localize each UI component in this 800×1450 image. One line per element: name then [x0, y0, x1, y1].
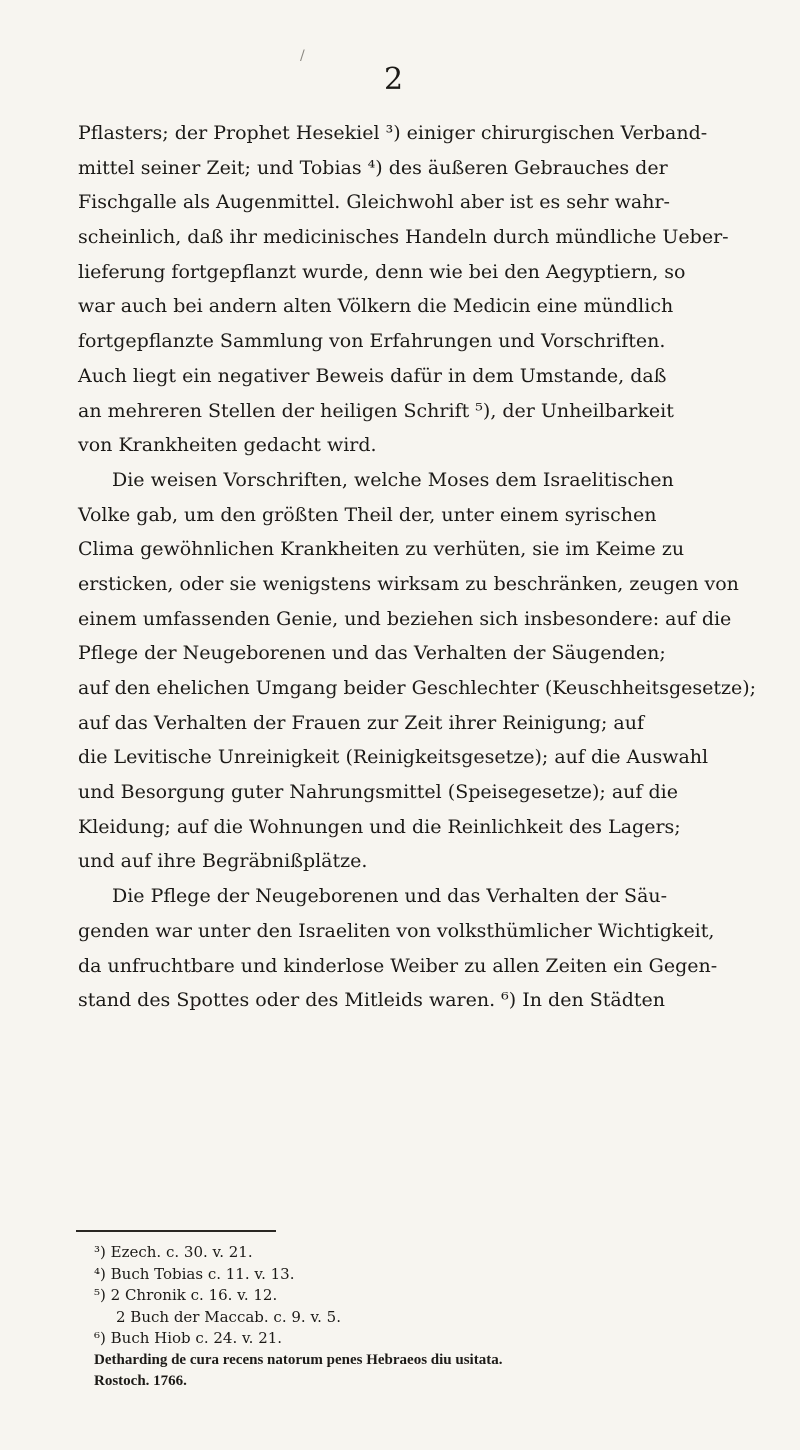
- paragraph-start-line: Die Pflege der Neugeborenen und das Verhalten der Säu-: [112, 885, 668, 908]
- text-line: Clima gewöhnlichen Krankheiten zu verhüten, sie im Keime zu: [78, 538, 685, 561]
- body-text: [78, 116, 757, 1018]
- footnotes: [94, 1242, 754, 1393]
- text-line: war auch bei andern alten Völkern die Medicin eine mündlich: [78, 295, 674, 318]
- text-line: an mehreren Stellen der heiligen Schrift ⁵), der Unheilbarkeit: [78, 399, 674, 422]
- text-line: auf den ehelichen Umgang beider Geschlechter (Keuschheitsgesetze);: [78, 677, 757, 699]
- paragraph-start-line: Die weisen Vorschriften, welche Moses dem Israelitischen: [112, 468, 674, 491]
- text-line: genden war unter den Israeliten von volksthümlicher Wichtigkeit,: [78, 919, 715, 942]
- text-line: fortgepflanzte Sammlung von Erfahrungen und Vorschriften.: [78, 330, 666, 353]
- footnote: ⁴) Buch Tobias c. 11. v. 13.: [94, 1264, 295, 1283]
- text-line: auf das Verhalten der Frauen zur Zeit ihrer Reinigung; auf: [78, 711, 645, 734]
- footnote: ⁵) 2 Chronik c. 16. v. 12.: [94, 1286, 278, 1304]
- footnote: ³) Ezech. c. 30. v. 21.: [94, 1243, 253, 1261]
- text-line: ersticken, oder sie wenigstens wirksam zu beschränken, zeugen von: [78, 572, 739, 595]
- text-line: Volke gab, um den größten Theil der, unter einem syrischen: [78, 503, 657, 526]
- text-line: Fischgalle als Augenmittel. Gleichwohl aber ist es sehr wahr-: [78, 191, 670, 214]
- text-line: lieferung fortgepflanzt wurde, denn wie bei den Aegyptiern, so: [78, 260, 686, 283]
- footnote-reference: Detharding de cura recens natorum penes Hebraeos diu usitata.: [94, 1351, 503, 1368]
- text-line: und auf ihre Begräbnißplätze.: [78, 850, 368, 873]
- text-line: mittel seiner Zeit; und Tobias ⁴) des äußeren Gebrauches der: [78, 156, 668, 179]
- footnote-reference: Rostoch. 1766.: [94, 1373, 187, 1389]
- text-line: Pflasters; der Prophet Hesekiel ³) einiger chirurgischen Verband-: [78, 122, 708, 144]
- footnote-separator: [76, 1230, 276, 1232]
- text-line: einem umfassenden Genie, und beziehen sich insbesondere: auf die: [78, 607, 732, 630]
- text-line: Kleidung; auf die Wohnungen und die Reinlichkeit des Lagers;: [78, 815, 681, 838]
- page-number: 2: [384, 62, 404, 97]
- text-line: und Besorgung guter Nahrungsmittel (Speisegesetze); auf die: [78, 781, 678, 804]
- text-line: von Krankheiten gedacht wird.: [78, 434, 377, 457]
- text-line: scheinlich, daß ihr medicinisches Handeln durch mündliche Ueber-: [78, 226, 729, 249]
- footnote: ⁶) Buch Hiob c. 24. v. 21.: [94, 1329, 283, 1347]
- text-line: stand des Spottes oder des Mitleids waren. ⁶) In den Städten: [78, 989, 665, 1012]
- page-mark: /: [300, 48, 305, 64]
- text-line: Auch liegt ein negativer Beweis dafür in dem Umstande, daß: [78, 364, 667, 387]
- footnote-continuation: 2 Buch der Maccab. c. 9. v. 5.: [116, 1307, 341, 1326]
- text-line: Pflege der Neugeborenen und das Verhalten der Säugenden;: [78, 642, 666, 665]
- text-line: die Levitische Unreinigkeit (Reinigkeitsgesetze); auf die Auswahl: [78, 746, 709, 769]
- text-line: da unfruchtbare und kinderlose Weiber zu allen Zeiten ein Gegen-: [78, 954, 718, 977]
